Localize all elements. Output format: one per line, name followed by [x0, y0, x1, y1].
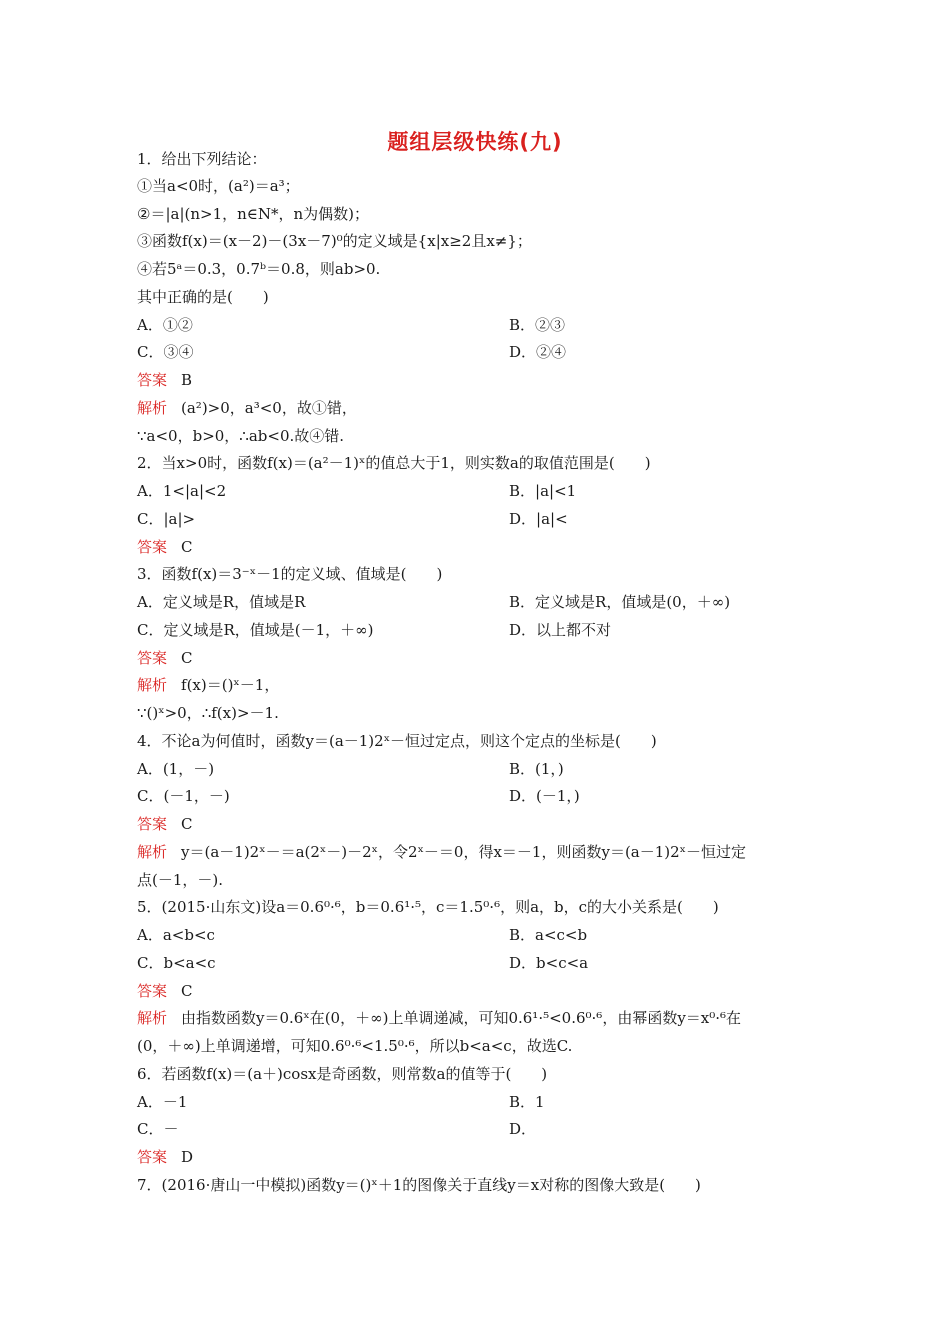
line-text: C — [181, 649, 193, 667]
line-text: B．1 — [509, 1093, 545, 1111]
line-text: C — [181, 815, 193, 833]
line-text: C．b<a<c — [137, 954, 216, 972]
line-text: C．|a|> — [137, 510, 196, 528]
line-text: 6．若函数f(x)＝(a＋)cosx是奇函数，则常数a的值等于( ) — [137, 1065, 548, 1083]
line-text: B．(1，) — [509, 760, 564, 778]
text-line — [137, 176, 300, 196]
answer-label: 答案 — [137, 815, 168, 833]
page-title: 题组层级快练(九) — [387, 130, 563, 154]
line-text: 4．不论a为何值时，函数y＝(a－1)2ˣ－恒过定点，则这个定点的坐标是( ) — [137, 732, 657, 750]
line-text: B．定义域是R，值域是(0，＋∞) — [509, 593, 731, 611]
line-text: 2．当x>0时，函数f(x)＝(a²－1)ˣ的值总大于1，则实数a的取值范围是( ) — [137, 454, 651, 472]
text-line — [137, 786, 230, 806]
text-line — [137, 1175, 701, 1195]
answer-line — [137, 814, 193, 834]
text-line — [137, 315, 193, 335]
line-text: C — [181, 982, 193, 1000]
text-line — [137, 1036, 572, 1056]
analysis-line — [137, 842, 746, 862]
line-text: f(x)＝()ˣ－1， — [181, 676, 280, 694]
answer-label: 答案 — [137, 649, 168, 667]
text-line — [137, 1092, 187, 1112]
answer-line — [137, 648, 193, 668]
line-text: ④若5ᵃ＝0.3，0.7ᵇ＝0.8，则ab>0. — [137, 260, 381, 278]
line-text: ③函数f(x)＝(x－2)－(3x－7)⁰的定义域是{x|x≥2且x≠}； — [137, 232, 532, 250]
line-text: A．定义域是R，值域是R — [137, 593, 306, 611]
analysis-label: 解析 — [137, 843, 168, 861]
line-text: 1．给出下列结论： — [137, 150, 267, 168]
text-line — [137, 703, 279, 723]
answer-label: 答案 — [137, 1148, 168, 1166]
text-line — [137, 287, 269, 307]
text-line — [137, 453, 651, 473]
line-text: 3．函数f(x)＝3⁻ˣ－1的定义域、值域是( ) — [137, 565, 443, 583]
text-line — [137, 1119, 178, 1139]
text-line — [137, 620, 374, 640]
analysis-label: 解析 — [137, 1009, 168, 1027]
answer-label: 答案 — [137, 538, 168, 556]
text-line — [137, 953, 216, 973]
text-line — [137, 870, 223, 890]
line-text: A．－1 — [137, 1093, 188, 1111]
text-line — [509, 509, 568, 529]
answer-label: 答案 — [137, 371, 168, 389]
line-text: D． — [509, 1120, 537, 1138]
analysis-line — [137, 398, 357, 418]
line-text: A．1<|a|<2 — [137, 482, 227, 500]
line-text: D．②④ — [509, 343, 567, 361]
line-text: ∵()ˣ>0，∴f(x)>－1. — [137, 704, 279, 722]
line-text: 其中正确的是( ) — [137, 288, 269, 306]
line-text: C．③④ — [137, 343, 194, 361]
text-line — [137, 731, 657, 751]
text-line — [509, 1092, 545, 1112]
text-line — [137, 231, 532, 251]
analysis-line — [137, 1008, 741, 1028]
text-line — [137, 897, 719, 917]
line-text: 7．(2016·唐山一中模拟)函数y＝()ˣ＋1的图像关于直线y＝x对称的图像大致是( ) — [137, 1176, 701, 1194]
line-text: A．(1，－) — [137, 760, 215, 778]
line-text: ②＝|a|(n>1，n∈N*，n为偶数)； — [137, 205, 370, 223]
text-line — [137, 925, 215, 945]
analysis-line — [137, 675, 279, 695]
text-line — [509, 315, 565, 335]
text-line — [137, 426, 344, 446]
line-text: B — [181, 371, 193, 389]
text-line — [509, 592, 730, 612]
line-text: 5．(2015·山东文)设a＝0.6⁰·⁶，b＝0.6¹·⁵，c＝1.5⁰·⁶，则a，b，c的大小关系是( ) — [137, 898, 719, 916]
text-line — [137, 342, 193, 362]
line-text: (0，＋∞)上单调递增，可知0.6⁰·⁶<1.5⁰·⁶，所以b<a<c，故选C. — [137, 1037, 573, 1055]
text-line — [137, 759, 214, 779]
text-line — [137, 1064, 547, 1084]
text-line — [509, 342, 566, 362]
answer-line — [137, 1147, 193, 1167]
line-text: C — [181, 538, 193, 556]
line-text: 由指数函数y＝0.6ˣ在(0，＋∞)上单调递减，可知0.6¹·⁵<0.6⁰·⁶，由幂函数y＝x⁰·⁶在 — [181, 1009, 742, 1027]
text-line — [509, 620, 611, 640]
text-line — [137, 481, 226, 501]
answer-label: 答案 — [137, 982, 168, 1000]
text-line — [509, 759, 564, 779]
answer-line — [137, 370, 192, 390]
analysis-label: 解析 — [137, 676, 168, 694]
line-text: C．(－1，－) — [137, 787, 230, 805]
line-text: D．以上都不对 — [509, 621, 612, 639]
line-text: D．|a|< — [509, 510, 568, 528]
text-line — [509, 481, 576, 501]
line-text: D — [181, 1148, 194, 1166]
line-text: C．定义域是R，值域是(－1，＋∞) — [137, 621, 374, 639]
answer-line — [137, 537, 193, 557]
line-text: B．a<c<b — [509, 926, 588, 944]
text-line — [509, 925, 587, 945]
text-line — [137, 259, 380, 279]
line-text: D．(－1，) — [509, 787, 580, 805]
line-text: A．①② — [137, 316, 193, 334]
text-line — [137, 204, 369, 224]
line-text: ①当a<0时，(a²)＝a³； — [137, 177, 300, 195]
line-text: C．－ — [137, 1120, 179, 1138]
line-text: B．|a|<1 — [509, 482, 577, 500]
line-text: y＝(a－1)2ˣ－＝a(2ˣ－)－2ˣ，令2ˣ－＝0，得x＝－1，则函数y＝(a－1)2ˣ－恒过定 — [181, 843, 747, 861]
line-text: D．b<c<a — [509, 954, 589, 972]
text-line — [509, 786, 580, 806]
answer-line — [137, 981, 193, 1001]
text-line — [509, 1119, 536, 1139]
analysis-label: 解析 — [137, 399, 168, 417]
line-text: A．a<b<c — [137, 926, 215, 944]
text-line — [137, 149, 267, 169]
line-text: B．②③ — [509, 316, 566, 334]
line-text: (a²)>0，a³<0，故①错， — [181, 399, 357, 417]
text-line — [137, 509, 195, 529]
text-line — [509, 953, 588, 973]
text-line — [137, 592, 305, 612]
line-text: ∵a<0，b>0，∴ab<0.故④错. — [137, 427, 345, 445]
line-text: 点(－1，－). — [137, 871, 224, 889]
text-line — [137, 564, 442, 584]
